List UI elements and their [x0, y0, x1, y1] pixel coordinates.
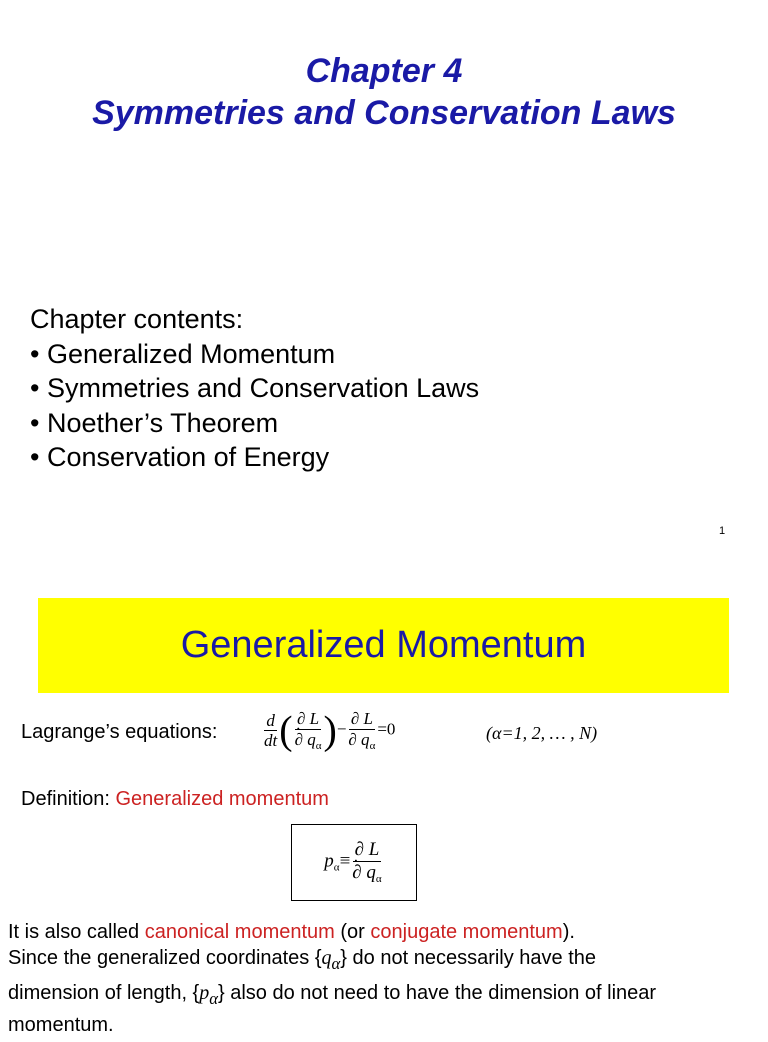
- definition-line: [21, 788, 329, 811]
- list-item: [30, 337, 479, 372]
- lagrange-label: Lagrange’s equations:: [21, 721, 218, 743]
- canonical-momentum-term: canonical momentum: [144, 921, 335, 943]
- alpha-range: (α=1, 2, … , N): [486, 723, 598, 743]
- definition-prefix: Definition:: [21, 788, 116, 810]
- generalized-momentum-equation: $p_\alpha\equiv$ ∂ L · ∂ $q_\alpha$: [324, 839, 383, 885]
- bullet-icon: •: [30, 407, 40, 438]
- list-item: [30, 371, 479, 406]
- list-item-label: Symmetries and Conservation Laws: [47, 373, 480, 403]
- conjugate-momentum-term: conjugate momentum: [370, 921, 563, 943]
- chapter-contents: [30, 302, 479, 475]
- bullet-icon: •: [30, 338, 40, 369]
- paragraph-line-3: dimension of length, $\{p_\alpha\}$ also do not need to have the dimension of linear: [8, 982, 657, 1008]
- list-item: [30, 440, 479, 475]
- chapter-title: Symmetries and Conservation Laws: [92, 94, 676, 132]
- slide-title: Generalized Momentum: [180, 624, 587, 666]
- partial-l-qdot-fraction: ∂ L · ∂ $q_\alpha$: [293, 709, 324, 752]
- list-item-label: Generalized Momentum: [47, 338, 336, 369]
- bullet-icon: •: [30, 442, 40, 472]
- list-item: [30, 406, 479, 441]
- partial-l-q-fraction: $\frac{\partial L}{\partial q_\alpha}$: [348, 709, 376, 752]
- list-item-label: Noether’s Theorem: [47, 407, 279, 438]
- chapter-number-title: Chapter 4: [305, 52, 463, 90]
- list-item-label: Conservation of Energy: [47, 442, 330, 472]
- definition-box: [291, 824, 417, 901]
- d-dt-fraction: $\frac{d}{dt}$: [264, 710, 278, 751]
- definition-term: Generalized momentum: [115, 788, 329, 810]
- contents-heading: Chapter contents:: [30, 304, 244, 334]
- paragraph-line-1: It is also called canonical momentum (or conjugate momentum).: [8, 921, 575, 943]
- paragraph-line-4: momentum.: [8, 1014, 114, 1036]
- bullet-icon: •: [30, 373, 40, 403]
- slide-title-banner: [38, 598, 729, 693]
- paragraph-line-2: Since the generalized coordinates $\{q_\alpha\}$ do not necessarily have the: [8, 947, 597, 973]
- lagrange-equation: $\frac{d}{dt}$ ( ∂ L · ∂ $q_\alpha$ )− $\frac{\partial L}{\partial q_\alpha}$ =0: [262, 709, 395, 752]
- page-number: 1: [719, 525, 726, 537]
